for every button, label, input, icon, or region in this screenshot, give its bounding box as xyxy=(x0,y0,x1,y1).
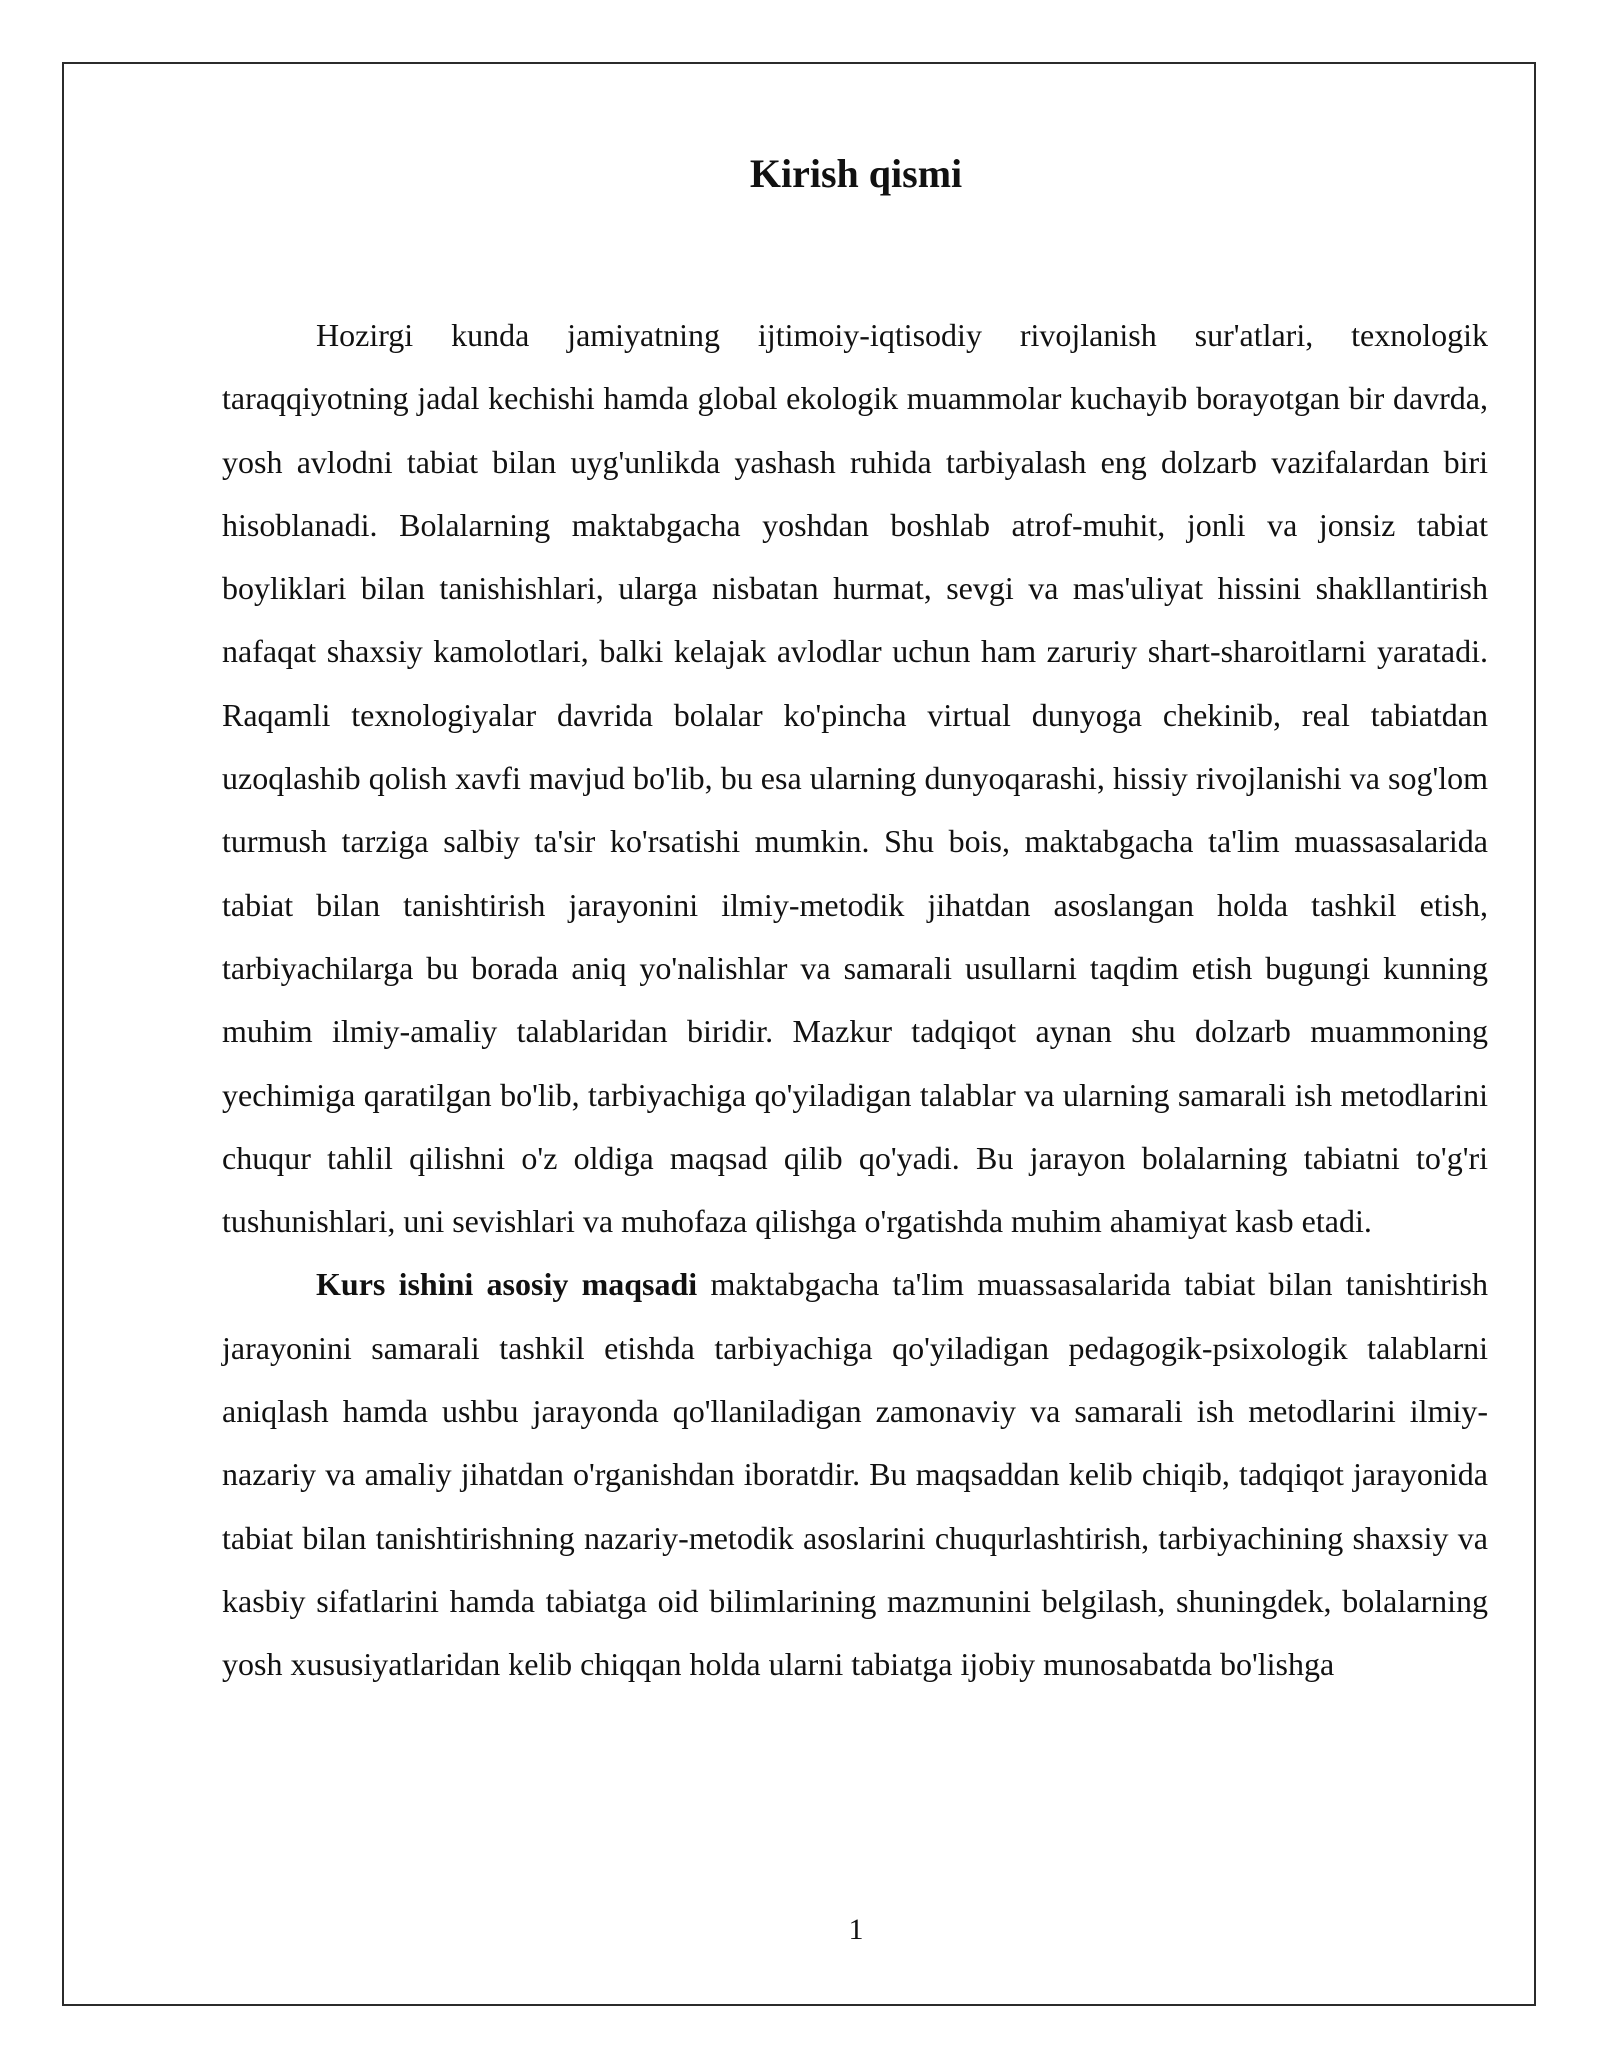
paragraph-goal-text: maktabgacha ta'lim muassasalarida tabiat bilan tanishtirish jarayonini samarali tashkil etishda tarbiyachiga qo'yiladigan pedagogik-psixologik talablarni aniqlash hamda ushbu jarayonda qo'llaniladigan zamonaviy va samarali ish metodlarini ilmiy-nazariy va amaliy jihatdan o'rganishdan iboratdir. Bu maqsaddan kelib chiqib, tadqiqot jarayonida tabiat bilan tanishtirishning nazariy-metodik asoslarini chuqurlashtirish, tarbiyachining shaxsiy va kasbiy sifatlarini hamda tabiatga oid bilimlarining mazmunini belgilash, shuningdek, bolalarning yosh xususiyatlaridan kelib chiqqan holda ularni tabiatga ijobiy munosabatda bo'lishga xyxy=(222,1266,1489,1683)
paragraph-intro xyxy=(222,304,1488,1253)
paragraph-intro-text: Hozirgi kunda jamiyatning ijtimoiy-iqtisodiy rivojlanish sur'atlari, texnologik taraqqiyotning jadal kechishi hamda global ekologik muammolar kuchayib borayotgan bir davrda, yosh avlodni tabiat bilan uyg'unlikda yashash ruhida tarbiyalash eng dolzarb vazifalardan biri hisoblanadi. Bolalarning maktabgacha yoshdan boshlab atrof-muhit, jonli va jonsiz tabiat boyliklari bilan tanishishlari, ularga nisbatan hurmat, sevgi va mas'uliyat hissini shakllantirish nafaqat shaxsiy kamolotlari, balki kelajak avlodlar uchun ham zaruriy shart-sharoitlarni yaratadi. Raqamli texnologiyalar davrida bolalar ko'pincha virtual dunyoga chekinib, real tabiatdan uzoqlashib qolish xavfi mavjud bo'lib, bu esa ularning dunyoqarashi, hissiy rivojlanishi va sog'lom turmush tarziga salbiy ta'sir ko'rsatishi mumkin. Shu bois, maktabgacha ta'lim muassasalarida tabiat bilan tanishtirish jarayonini ilmiy-metodik jihatdan asoslangan holda tashkil etish, tarbiyachilarga bu borada aniq yo'nalishlar va samarali usullarni taqdim etish bugungi kunning muhim ilmiy-amaliy talablaridan biridir. Mazkur tadqiqot aynan shu dolzarb muammoning yechimiga qaratilgan bo'lib, tarbiyachiga qo'yiladigan talablar va ularning samarali ish metodlarini chuqur tahlil qilishni o'z oldiga maqsad qilib qo'yadi. Bu jarayon bolalarning tabiatni to'g'ri tushunishlari, uni sevishlari va muhofaza qilishga o'rgatishda muhim ahamiyat kasb etadi. xyxy=(222,317,1488,1240)
document-body xyxy=(222,304,1488,1697)
paragraph-goal xyxy=(222,1253,1488,1696)
paragraph-goal-lead: Kurs ishini asosiy maqsadi xyxy=(316,1266,698,1303)
page-number: 1 xyxy=(848,1913,864,1946)
page-title: Kirish qismi xyxy=(749,151,963,196)
